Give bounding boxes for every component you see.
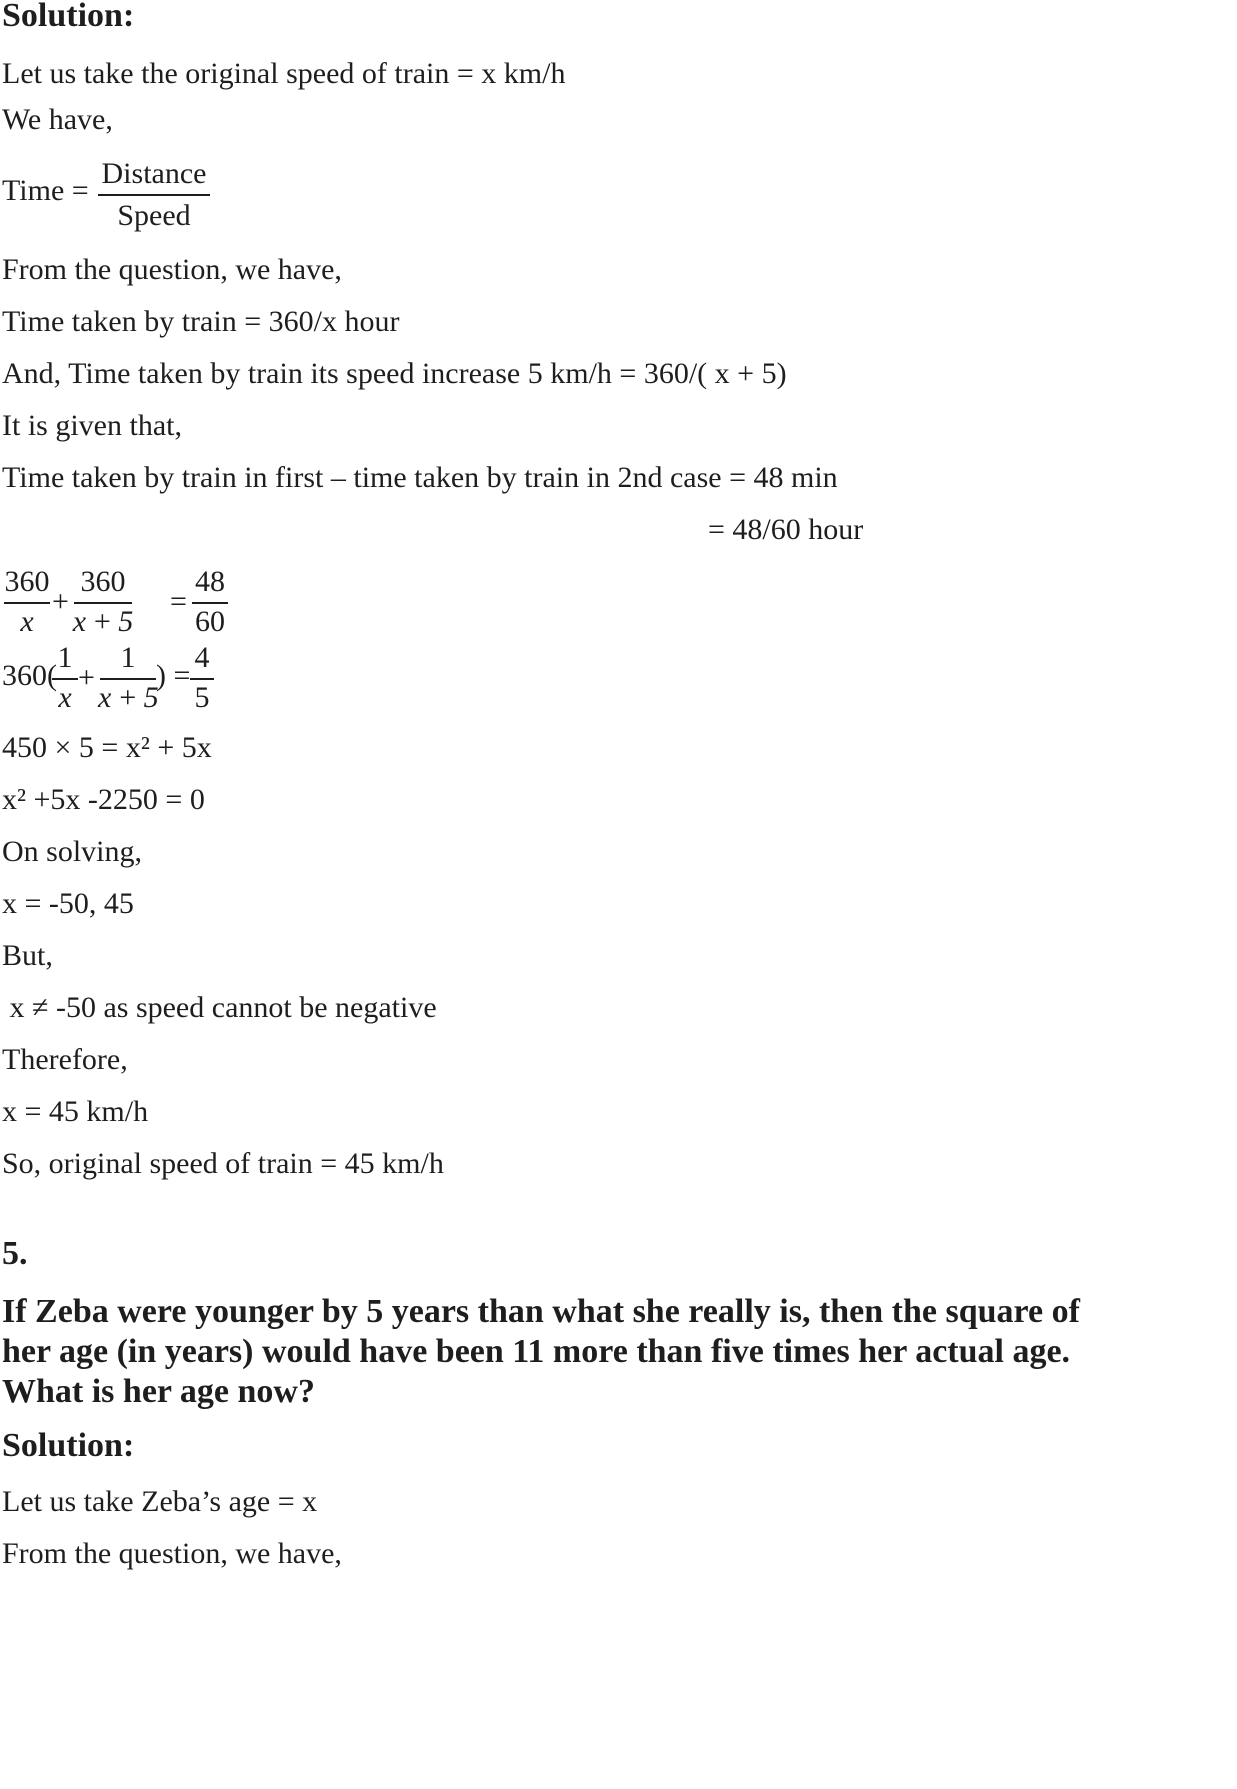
text-line: x ≠ -50 as speed cannot be negative xyxy=(2,991,437,1024)
text-line: Therefore, xyxy=(2,1043,128,1076)
fraction-bar xyxy=(98,194,210,196)
fraction-numerator: 48 xyxy=(195,565,225,598)
fraction-numerator: 1 xyxy=(120,641,136,674)
plus-sign: + xyxy=(78,661,95,694)
fraction-denominator: x + 5 xyxy=(98,681,159,714)
text-line: Let us take the original speed of train = x km/h xyxy=(2,57,566,90)
text-line: It is given that, xyxy=(2,409,182,442)
text-line: But, xyxy=(2,939,53,972)
text-line: = 48/60 hour xyxy=(708,513,864,546)
fraction-denominator: 5 xyxy=(194,681,210,714)
text-line: From the question, we have, xyxy=(2,253,342,286)
text-line: Time taken by train in first – time taken by train in 2nd case = 48 min xyxy=(2,461,838,494)
fraction-numerator: Distance xyxy=(101,157,207,190)
text-line: From the question, we have, xyxy=(2,1537,342,1570)
fraction-denominator: x + 5 xyxy=(72,605,134,638)
solution-heading-2: Solution: xyxy=(2,1427,135,1464)
fraction-numerator: 4 xyxy=(194,641,210,674)
equals-sign: = xyxy=(170,585,187,618)
question-line: If Zeba were younger by 5 years than what she really is, then the square of xyxy=(2,1293,1080,1330)
text-line: On solving, xyxy=(2,835,143,868)
question-number: 5. xyxy=(2,1235,28,1272)
text-line: So, original speed of train = 45 km/h xyxy=(2,1147,444,1180)
text-line: Let us take Zeba’s age = x xyxy=(2,1485,318,1518)
fraction-denominator: Speed xyxy=(117,199,191,232)
text-line: 450 × 5 = x² + 5x xyxy=(2,731,212,764)
fraction-denominator: 60 xyxy=(195,605,225,638)
fraction-numerator: 360 xyxy=(4,565,50,598)
text-line: We have, xyxy=(2,103,113,136)
plus-sign: + xyxy=(52,585,69,618)
text-line: x = -50, 45 xyxy=(2,887,134,920)
fraction-numerator: 1 xyxy=(57,641,73,674)
text-line: Time taken by train = 360/x hour xyxy=(2,305,400,338)
question-line: What is her age now? xyxy=(2,1373,315,1410)
equation-prefix: 360( xyxy=(2,659,57,692)
text-line: x = 45 km/h xyxy=(2,1095,149,1128)
question-line: her age (in years) would have been 11 more than five times her actual age. xyxy=(2,1333,1071,1370)
equation-close: ) = xyxy=(156,659,191,692)
fraction-denominator: x xyxy=(20,605,34,638)
fraction-denominator: x xyxy=(58,681,72,714)
solution-heading-1: Solution: xyxy=(2,0,135,34)
time-label: Time = xyxy=(2,174,89,207)
text-line: And, Time taken by train its speed increase 5 km/h = 360/( x + 5) xyxy=(2,357,787,390)
text-line: x² +5x -2250 = 0 xyxy=(2,783,205,816)
fraction-numerator: 360 xyxy=(80,565,126,598)
